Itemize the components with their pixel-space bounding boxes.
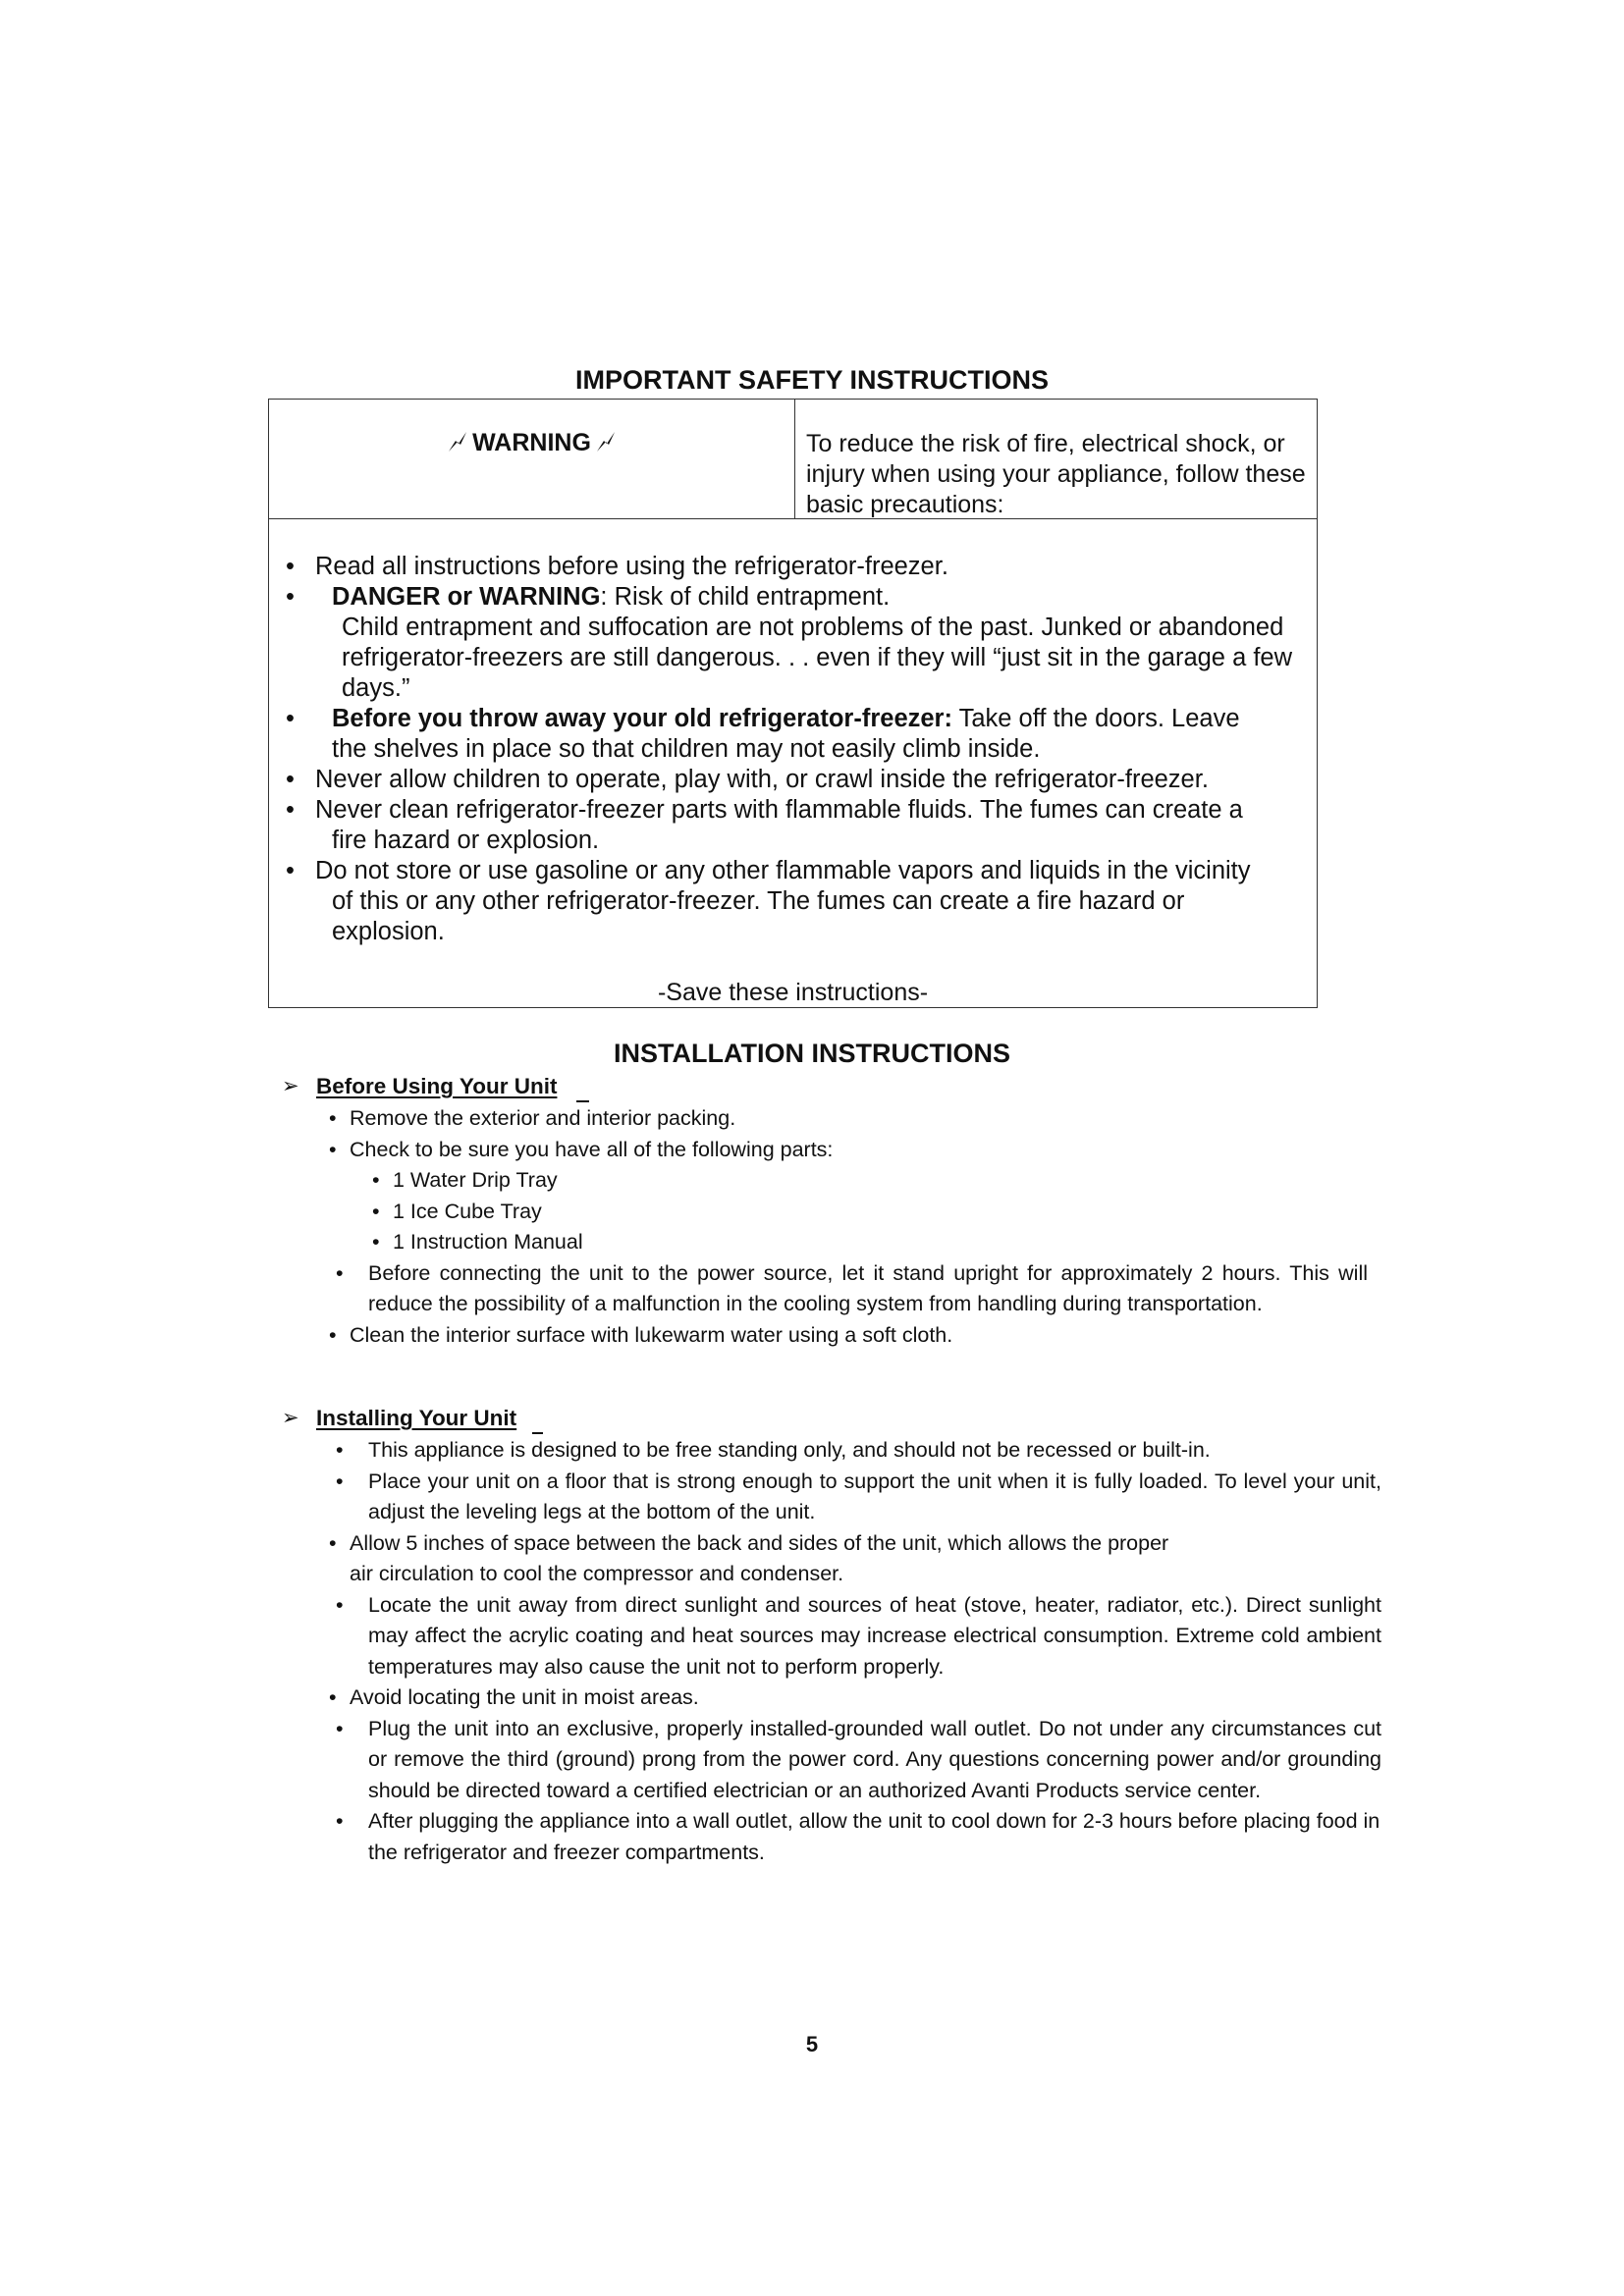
list-item: [277, 795, 1318, 856]
list-item-text: This appliance is designed to be free standing only, and should not be recessed or built-in.: [368, 1438, 1211, 1462]
part-item: 1 Instruction Manual: [393, 1230, 583, 1254]
page-number: 5: [805, 2032, 819, 2056]
bullet: •: [286, 766, 295, 793]
list-item: [282, 1135, 1381, 1166]
list-item: [282, 1528, 1381, 1590]
warning-label: WARNING: [472, 429, 591, 456]
list-item: [277, 856, 1318, 947]
bullet: •: [329, 1322, 337, 1347]
installation-title: INSTALLATION INSTRUCTIONS: [614, 1039, 1010, 1068]
list-item-text: After plugging the appliance into a wall outlet, allow the unit to cool down for 2-3 hours before placing food in the refrigerator and freezer compartments.: [368, 1809, 1380, 1864]
bullet: •: [336, 1592, 344, 1617]
warning-cell: [269, 400, 795, 518]
warning-label-row: [269, 429, 794, 457]
installing-section: [282, 1406, 1381, 1868]
bullet: •: [336, 1438, 344, 1462]
lightning-icon: [447, 430, 468, 454]
installing-heading: Installing Your Unit: [316, 1406, 517, 1430]
danger-rest: : Risk of child entrapment.: [600, 583, 891, 611]
list-item: [282, 1103, 1381, 1135]
list-item-text: Before connecting the unit to the power source, let it stand upright for approximately 2 hours. This will reduce the possibility of a malfunction in the cooling system from handling during transportation.: [368, 1260, 1368, 1315]
arrow-icon: ➢: [282, 1075, 299, 1097]
list-item: [282, 1197, 1381, 1228]
list-item-text: Clean the interior surface with lukewarm water using a soft cloth.: [350, 1322, 953, 1347]
list-item: [282, 1258, 1381, 1320]
safety-box: [268, 399, 1318, 1008]
underline-tail: [576, 1100, 589, 1102]
arrow-icon: ➢: [282, 1407, 299, 1429]
list-item-text: Place your unit on a floor that is strong enough to support the unit when it is fully loaded. To level your unit, adjust the leveling legs at the bottom of the unit.: [368, 1468, 1381, 1523]
bullet: •: [329, 1106, 337, 1130]
lightning-icon: [595, 430, 617, 454]
list-item-text: Locate the unit away from direct sunlight and sources of heat (stove, heater, radiator, etc.). Direct sunlight may affect the acrylic coating and heat sources may increase electrical consumption. Extreme cold ambient temperatures may also cause the unit not to perform properly.: [368, 1592, 1381, 1679]
bullet: •: [372, 1230, 380, 1254]
list-item: [282, 1806, 1381, 1868]
warning-intro: To reduce the risk of fire, electrical shock, or injury when using your appliance, follow these basic precautions:: [806, 430, 1306, 518]
bullet: •: [286, 796, 295, 824]
list-item: [277, 552, 1318, 582]
list-item: [277, 582, 1318, 704]
bullet: •: [336, 1468, 344, 1493]
before-throw-label: Before you throw away your old refrigerator-freezer:: [332, 705, 952, 732]
bullet: •: [329, 1685, 337, 1709]
list-item-text: Check to be sure you have all of the following parts:: [350, 1137, 834, 1161]
before-using-heading: Before Using Your Unit: [316, 1074, 558, 1098]
part-item: 1 Ice Cube Tray: [393, 1199, 542, 1223]
list-item-text: Allow 5 inches of space between the back and sides of the unit, which allows the proper air circulation to cool the compressor and condenser.: [350, 1530, 1169, 1585]
list-item-text: Remove the exterior and interior packing.: [350, 1106, 736, 1130]
bullet: •: [329, 1137, 337, 1161]
list-item: [282, 1435, 1381, 1467]
bullet: •: [286, 705, 295, 732]
before-throw-rest: Take off the doors. Leave: [951, 705, 1240, 732]
bullet: •: [286, 583, 295, 611]
bullet: •: [336, 1260, 344, 1285]
safety-list: [277, 552, 1318, 947]
danger-label: DANGER or WARNING: [332, 583, 601, 611]
list-item: [282, 1320, 1381, 1352]
section-heading: [282, 1406, 1381, 1435]
bullet: •: [336, 1809, 344, 1833]
part-item: 1 Water Drip Tray: [393, 1168, 558, 1192]
list-item: [282, 1227, 1381, 1258]
list-item: [282, 1714, 1381, 1807]
bullet: •: [286, 857, 295, 884]
list-item-text: [315, 582, 1318, 613]
bullet: •: [329, 1530, 337, 1555]
bullet: •: [336, 1716, 344, 1740]
list-item-continuation: fire hazard or explosion.: [332, 827, 600, 854]
danger-body: Child entrapment and suffocation are not problems of the past. Junked or abandoned refrigerator-freezers are still dangerous. . . even if they will “just sit in the garage a few days.”: [342, 614, 1293, 702]
list-item-text: Never allow children to operate, play with, or crawl inside the refrigerator-freezer.: [315, 766, 1209, 793]
list-item: [282, 1165, 1381, 1197]
save-instructions: -Save these instructions-: [657, 979, 929, 1006]
before-using-section: [282, 1074, 1381, 1351]
list-item-continuation: of this or any other refrigerator-freezer. The fumes can create a fire hazard or explosion.: [332, 887, 1185, 945]
list-item-continuation: the shelves in place so that children may not easily climb inside.: [332, 735, 1041, 763]
list-item-text: Avoid locating the unit in moist areas.: [350, 1685, 699, 1709]
list-item: [277, 704, 1318, 765]
list-item: [282, 1682, 1381, 1714]
bullet: •: [372, 1199, 380, 1223]
safety-title: IMPORTANT SAFETY INSTRUCTIONS: [574, 365, 1049, 395]
section-heading: [282, 1074, 1381, 1103]
list-item-text: [315, 704, 1318, 734]
list-item-text: Plug the unit into an exclusive, properly installed-grounded wall outlet. Do not under any circumstances cut or remove the third (ground) prong from the power cord. Any questions concerning power and/or grounding should be directed toward a certified electrician or an authorized Avanti Products service center.: [368, 1716, 1381, 1802]
underline-tail: [532, 1432, 543, 1434]
list-item-text: Read all instructions before using the refrigerator-freezer.: [315, 553, 948, 580]
list-item-text: Never clean refrigerator-freezer parts with flammable fluids. The fumes can create a: [315, 796, 1243, 824]
list-item: [277, 765, 1318, 795]
list-item: [282, 1467, 1381, 1528]
bullet: •: [372, 1168, 380, 1192]
bullet: •: [286, 553, 295, 580]
list-item: [282, 1590, 1381, 1683]
warning-header: [269, 400, 1317, 519]
list-item-text: Do not store or use gasoline or any other flammable vapors and liquids in the vicinity: [315, 857, 1251, 884]
